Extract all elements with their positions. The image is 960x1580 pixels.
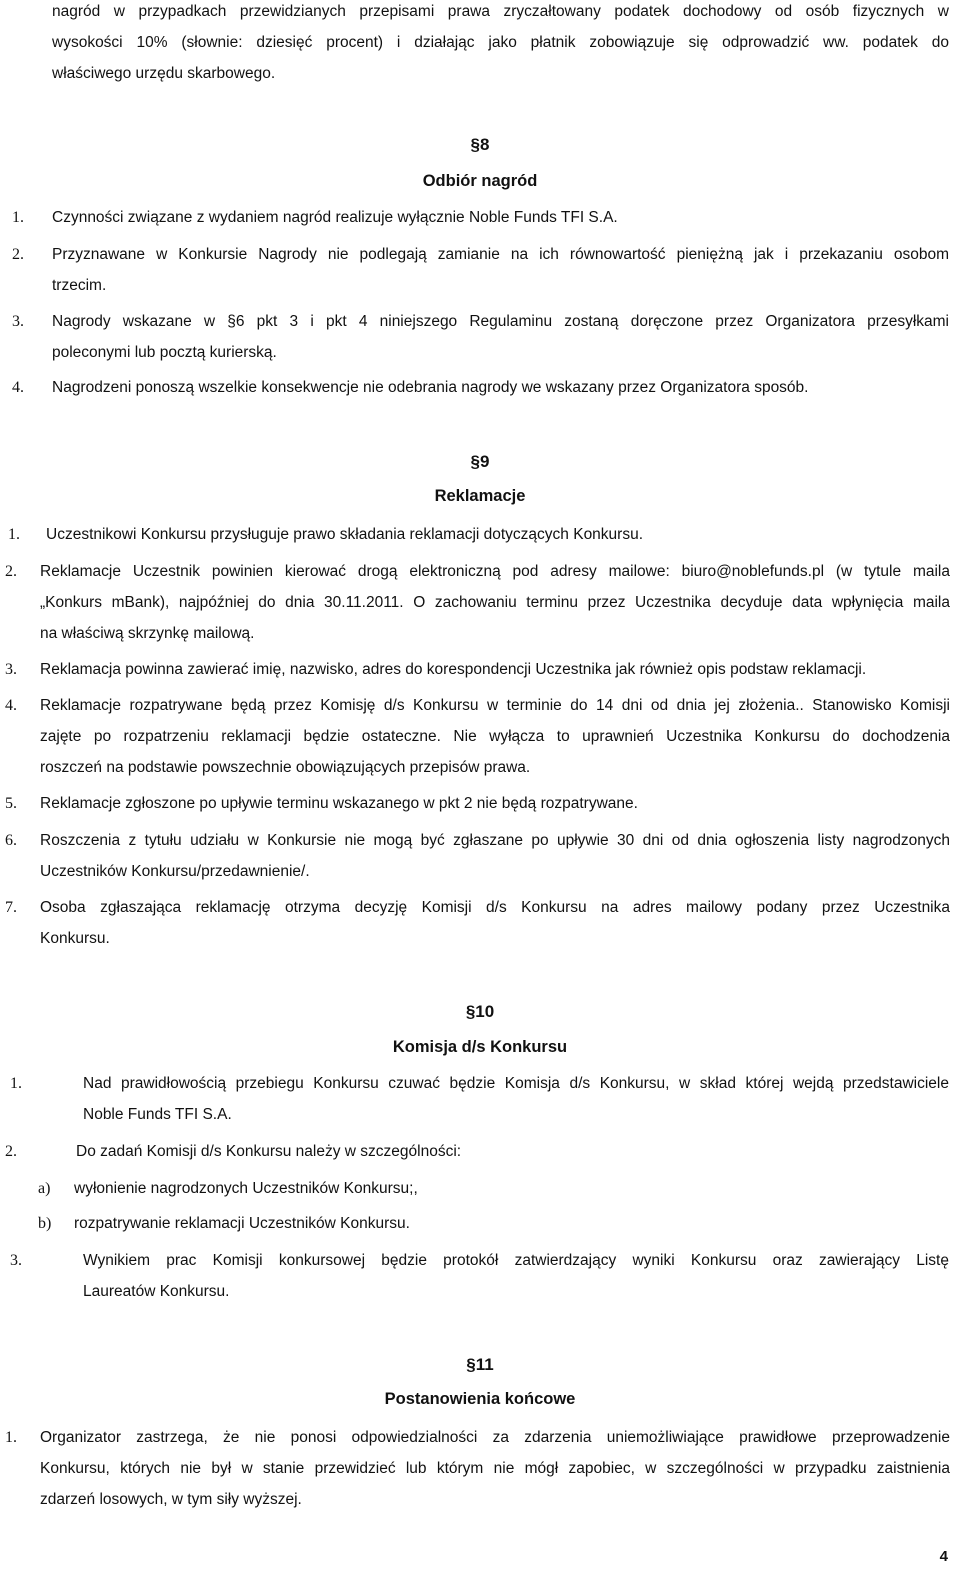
- item-text: Uczestników Konkursu/przedawnienie/.: [40, 863, 310, 880]
- section-title: Komisja d/s Konkursu: [392, 1038, 568, 1056]
- item-number: 3.: [5, 661, 17, 678]
- item-text: roszczeń na podstawie powszechnie obowiązujących przepisów prawa.: [40, 759, 531, 776]
- item-text: Reklamacje zgłoszone po upływie terminu wskazanego w pkt 2 nie będą rozpatrywane.: [40, 795, 638, 812]
- intro-line: nagród w przypadkach przewidzianych przepisami prawa zryczałtowany podatek dochodowy od osób fizycznych w: [52, 3, 949, 20]
- item-number: 1.: [10, 1075, 22, 1092]
- item-number: 4.: [12, 379, 24, 396]
- item-text: Uczestnikowi Konkursu przysługuje prawo składania reklamacji dotyczących Konkursu.: [46, 526, 644, 543]
- item-text: na właściwą skrzynkę mailową.: [40, 625, 255, 642]
- section-number: §11: [466, 1355, 494, 1374]
- item-text: Konkursu, których nie był w stanie przewidzieć lub którym nie mógł zapobiec, w szczególności w przypadku zaistnienia: [40, 1460, 950, 1477]
- item-text: Noble Funds TFI S.A.: [83, 1106, 232, 1123]
- item-number: 7.: [5, 899, 17, 916]
- item-text: Reklamacja powinna zawierać imię, nazwisko, adres do korespondencji Uczestnika jak również opis podstaw reklamacji.: [40, 661, 867, 678]
- section-title: Reklamacje: [434, 487, 526, 505]
- item-text: Do zadań Komisji d/s Konkursu należy w szczególności:: [76, 1143, 462, 1160]
- item-text: Roszczenia z tytułu udziału w Konkursie nie mogą być zgłaszane po upływie 30 dni od dnia ogłoszenia listy nagrodzonych: [40, 832, 950, 849]
- intro-line: właściwego urzędu skarbowego.: [52, 65, 276, 82]
- item-number: 1.: [8, 526, 20, 543]
- item-text: Nagrody wskazane w §6 pkt 3 i pkt 4 niniejszego Regulaminu zostaną doręczone przez Organizatora przesyłkami: [52, 313, 949, 330]
- item-text: trzecim.: [52, 277, 107, 294]
- item-number: 2.: [5, 563, 17, 580]
- item-number: a): [38, 1180, 51, 1197]
- item-text: Laureatów Konkursu.: [83, 1283, 230, 1300]
- item-number: 5.: [5, 795, 17, 812]
- item-text: Przyznawane w Konkursie Nagrody nie podlegają zamianie na ich równowartość pieniężną jak i przekazaniu osobom: [52, 246, 949, 263]
- item-text: Nagrodzeni ponoszą wszelkie konsekwencje nie odebrania nagrody we wskazany przez Organizatora sposób.: [52, 379, 809, 396]
- intro-paragraph: [52, 0, 949, 89]
- item-text: wyłonienie nagrodzonych Uczestników Konkursu;,: [74, 1180, 418, 1197]
- item-number: 6.: [5, 832, 17, 849]
- item-text: Nad prawidłowością przebiegu Konkursu czuwać będzie Komisja d/s Konkursu, w skład której wejdą przedstawiciele: [83, 1075, 949, 1092]
- item-text: zajęte po rozpatrzeniu reklamacji będzie ostateczne. Nie wyłącza to uprawnień Uczestnika Konkursu do dochodzenia: [40, 728, 950, 745]
- item-text: Konkursu.: [40, 930, 110, 947]
- section-title: Postanowienia końcowe: [384, 1390, 576, 1408]
- item-number: b): [38, 1215, 52, 1232]
- page-number: 4: [939, 1548, 948, 1565]
- item-text: Reklamacje rozpatrywane będą przez Komisję d/s Konkursu w terminie do 14 dni od dnia jej złożenia.. Stanowisko Komisji: [40, 697, 950, 714]
- section-number: §10: [465, 1002, 495, 1021]
- item-number: 1.: [12, 209, 24, 226]
- section-number: §9: [470, 452, 490, 471]
- item-text: „Konkurs mBank), najpóźniej do dnia 30.11.2011. O zachowaniu terminu przez Uczestnika decyduje data wpłynięcia maila: [40, 594, 950, 611]
- intro-line: wysokości 10% (słownie: dziesięć procent) i działając jako płatnik zobowiązuje się odprowadzić ww. podatek do: [52, 34, 949, 51]
- item-text: Wynikiem prac Komisji konkursowej będzie protokół zatwierdzający wyniki Konkursu oraz zawierający Listę: [83, 1252, 949, 1269]
- item-text: Reklamacje Uczestnik powinien kierować drogą elektroniczną pod adresy mailowe: biuro@noblefunds.pl (w tytule maila: [40, 563, 950, 580]
- item-text: Organizator zastrzega, że nie ponosi odpowiedzialności za zdarzenia uniemożliwiające prawidłowe przeprowadzenie: [40, 1429, 950, 1446]
- item-text: zdarzeń losowych, w tym siły wyższej.: [40, 1491, 302, 1508]
- item-number: 3.: [10, 1252, 22, 1269]
- item-text: rozpatrywanie reklamacji Uczestników Konkursu.: [74, 1215, 410, 1232]
- item-text: poleconymi lub pocztą kurierską.: [52, 344, 277, 361]
- item-number: 3.: [12, 313, 24, 330]
- item-number: 2.: [5, 1143, 17, 1160]
- item-number: 4.: [5, 697, 17, 714]
- section-title: Odbiór nagród: [422, 172, 538, 190]
- item-text: Czynności związane z wydaniem nagród realizuje wyłącznie Noble Funds TFI S.A.: [52, 209, 618, 226]
- item-number: 1.: [5, 1429, 17, 1446]
- section-number: §8: [470, 135, 490, 154]
- item-number: 2.: [12, 246, 24, 263]
- item-text: Osoba zgłaszająca reklamację otrzyma decyzję Komisji d/s Konkursu na adres mailowy podany przez Uczestnika: [40, 899, 950, 916]
